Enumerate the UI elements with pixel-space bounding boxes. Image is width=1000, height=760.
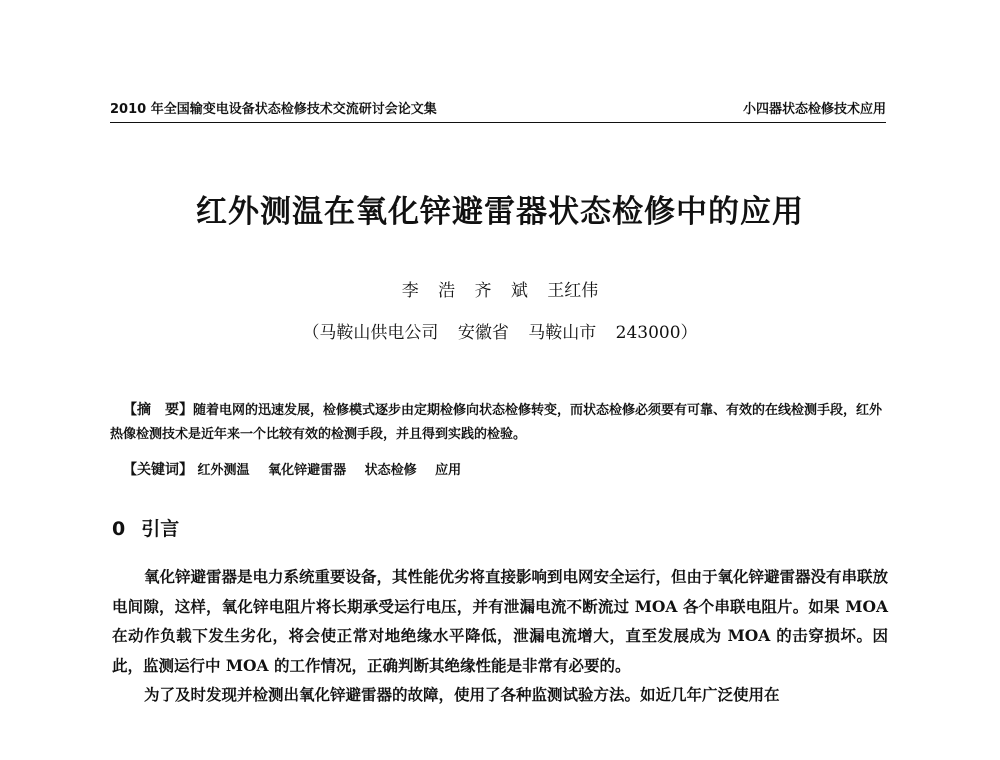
keyword-item: 氧化锌避雷器 <box>268 463 347 478</box>
abstract-text: 随着电网的迅速发展，检修模式逐步由定期检修向状态检修转变，而状态检修必须要有可靠、有效的在线检测手段，红外热像检测技术是近年来一个比较有效的检测手段，并且得到实践的检验。 <box>110 403 883 442</box>
keyword-item: 红外测温 <box>197 463 250 478</box>
body-text <box>112 562 888 710</box>
body-paragraph: 氧化锌避雷器是电力系统重要设备，其性能优劣将直接影响到电网安全运行，但由于氧化锌避雷器没有串联放电间隙，这样，氧化锌电阻片将长期承受运行电压，并有泄漏电流不断流过 MOA 各个串联电阻片。如果 MOA 在动作负载下发生劣化，将会使正常对地绝缘水平降低，泄漏电流增大，直至发展成为 MOA 的击穿损坏。因此，监测运行中 MOA 的工作情况，正确判断其绝缘性能是非常有必要的。 <box>112 567 889 675</box>
body-paragraph: 为了及时发现并检测出氧化锌避雷器的故障，使用了各种监测试验方法。如近几年广泛使用在 <box>144 685 780 704</box>
author-list: 李 浩 齐 斌 王红伟 <box>401 281 599 301</box>
abstract-paragraph <box>110 398 886 447</box>
keywords <box>123 458 883 483</box>
keywords-label: 【关键词】 <box>123 462 193 478</box>
section-title: 引言 <box>141 518 180 540</box>
abstract-label: 【摘 要】 <box>123 402 193 418</box>
abstract <box>110 398 886 447</box>
running-header <box>110 98 886 123</box>
author-affiliation: （马鞍山供电公司 安徽省 马鞍山市 243000） <box>302 323 698 343</box>
header-section-title: 小四器状态检修技术应用 <box>742 102 886 117</box>
paper-title: 红外测温在氧化锌避雷器状态检修中的应用 <box>196 194 804 230</box>
header-proceedings-title: 2010 年全国输变电设备状态检修技术交流研讨会论文集 <box>110 102 437 117</box>
section-number: 0 <box>112 518 126 540</box>
keyword-item: 应用 <box>435 463 462 478</box>
keyword-item: 状态检修 <box>364 463 417 478</box>
section-heading-introduction <box>112 514 179 541</box>
